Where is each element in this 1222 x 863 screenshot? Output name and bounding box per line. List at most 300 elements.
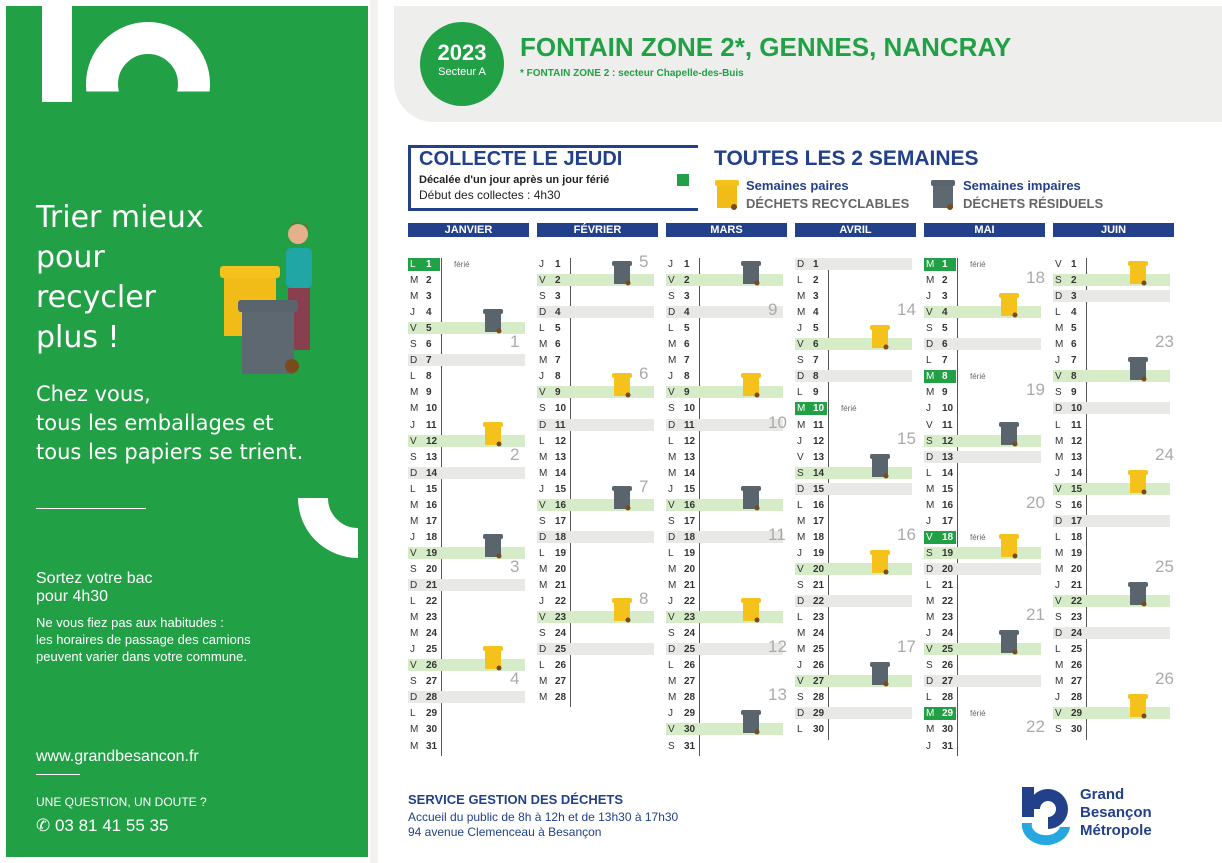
weekday-letter: D: [926, 563, 934, 575]
day-row: [795, 499, 916, 512]
weekday-letter: M: [1055, 323, 1064, 335]
weekday-letter: D: [1055, 628, 1063, 640]
day-row: [924, 435, 1045, 448]
day-row: [408, 707, 529, 720]
weekday-letter: V: [1055, 259, 1062, 270]
weekday-letter: J: [926, 740, 931, 752]
week-number: 5: [639, 252, 649, 271]
day-row: [537, 274, 658, 287]
weekday-letter: S: [926, 660, 933, 672]
weekday-letter: V: [668, 275, 675, 287]
day-number: 1: [942, 259, 948, 270]
weekday-letter: L: [1055, 644, 1061, 656]
day-row: [666, 483, 787, 496]
day-number: 30: [426, 724, 438, 736]
weekday-letter: J: [539, 259, 544, 270]
day-row: [537, 643, 658, 656]
day-number: 9: [426, 387, 432, 399]
weekday-letter: V: [410, 547, 417, 559]
weekday-letter: M: [797, 628, 806, 640]
day-number: 25: [426, 644, 438, 656]
phone-number[interactable]: ✆ 03 81 41 55 35: [36, 816, 169, 835]
residual-bin-icon: [1127, 356, 1149, 382]
day-number: 3: [813, 291, 819, 303]
weekday-letter: L: [668, 435, 674, 447]
day-number: 23: [813, 612, 825, 624]
weekday-letter: M: [1055, 451, 1064, 463]
weekday-letter: D: [410, 692, 418, 704]
week-number: 18: [1026, 268, 1045, 288]
weekday-letter: M: [539, 451, 548, 463]
day-number: 7: [555, 355, 561, 367]
day-number: 4: [813, 307, 819, 319]
holiday-label: férié: [970, 532, 986, 542]
day-number: 8: [426, 371, 432, 383]
day-number: 28: [1071, 692, 1083, 704]
day-row: [666, 563, 787, 576]
day-number: 7: [813, 355, 819, 367]
weekday-letter: L: [926, 355, 932, 367]
weekday-letter: M: [797, 515, 806, 527]
day-number: 16: [426, 499, 438, 511]
day-row: [924, 531, 1045, 544]
weekday-letter: J: [797, 660, 802, 672]
residual-bin-icon: [869, 453, 891, 479]
weekday-letter: J: [410, 419, 415, 431]
day-row: [408, 595, 529, 608]
day-row: [408, 579, 529, 592]
weekday-letter: J: [539, 596, 544, 608]
day-number: 27: [684, 676, 696, 688]
day-row: [924, 290, 1045, 303]
day-number: 11: [1071, 419, 1082, 431]
week-number: 20: [1026, 492, 1045, 512]
weekday-letter: D: [1055, 403, 1063, 415]
day-number: 20: [426, 563, 438, 575]
weekday-letter: M: [539, 580, 548, 591]
day-number: 6: [942, 339, 948, 351]
day-row: [666, 611, 787, 624]
day-number: 17: [426, 515, 438, 527]
day-number: 19: [813, 547, 825, 559]
day-number: 9: [1071, 387, 1077, 399]
weekday-letter: J: [797, 435, 802, 447]
weekday-letter: L: [1055, 419, 1061, 431]
day-row: [408, 723, 529, 736]
day-number: 20: [813, 563, 825, 575]
day-number: 25: [555, 644, 567, 656]
week-number: 11: [768, 524, 786, 544]
weekday-letter: M: [410, 275, 419, 287]
day-number: 24: [1071, 628, 1083, 640]
weekday-letter: V: [410, 323, 417, 335]
day-number: 12: [942, 435, 954, 447]
day-number: 12: [684, 435, 696, 447]
day-row: [666, 707, 787, 720]
day-number: 19: [555, 547, 567, 559]
weekday-letter: D: [797, 708, 805, 720]
day-number: 10: [426, 403, 438, 415]
day-number: 11: [426, 419, 437, 431]
day-row: [795, 258, 916, 271]
weekday-letter: S: [1055, 612, 1062, 624]
day-number: 4: [684, 307, 690, 319]
day-number: 6: [555, 339, 561, 351]
day-row: [537, 338, 658, 351]
day-number: 28: [813, 692, 825, 704]
weekday-letter: V: [539, 275, 546, 287]
day-row: [795, 274, 916, 287]
weekday-letter: M: [926, 371, 935, 383]
day-row: [795, 322, 916, 335]
day-number: 27: [1071, 676, 1083, 688]
residual-waste-label: DÉCHETS RÉSIDUELS: [963, 196, 1104, 211]
day-number: 27: [813, 676, 825, 688]
weekday-letter: D: [539, 419, 547, 431]
day-row: [795, 723, 916, 736]
recycling-bin-icon: [1127, 469, 1149, 495]
month-header: JUIN: [1053, 223, 1174, 237]
weekday-letter: S: [668, 515, 675, 527]
day-number: 15: [555, 483, 567, 495]
day-row: [924, 563, 1045, 576]
month-header: MAI: [924, 223, 1045, 237]
day-number: 8: [684, 371, 690, 383]
weekday-letter: L: [410, 483, 416, 495]
weekday-letter: V: [1055, 483, 1062, 495]
day-number: 8: [555, 371, 561, 383]
day-number: 10: [942, 403, 954, 415]
day-row: [537, 290, 658, 303]
day-number: 29: [813, 708, 825, 720]
weekday-letter: S: [539, 291, 546, 303]
weekday-letter: M: [410, 403, 419, 415]
weekday-letter: L: [797, 387, 803, 399]
weekday-letter: M: [1055, 547, 1064, 559]
day-row: [795, 563, 916, 576]
weekday-letter: M: [539, 676, 548, 688]
weekday-letter: M: [1055, 339, 1064, 351]
day-row: [408, 691, 529, 704]
day-number: 10: [684, 403, 696, 415]
day-number: 11: [942, 419, 953, 431]
day-row: [408, 274, 529, 287]
day-number: 9: [813, 387, 819, 399]
holiday-label: férié: [454, 260, 470, 269]
day-row: [666, 451, 787, 464]
weekday-letter: S: [926, 547, 933, 559]
day-number: 26: [1071, 660, 1083, 672]
residual-bin-icon: [998, 421, 1020, 447]
day-row: [1053, 643, 1174, 656]
weekday-letter: M: [797, 419, 806, 431]
weekday-letter: M: [410, 612, 419, 624]
website-link[interactable]: www.grandbesancon.fr: [36, 748, 199, 765]
day-row: [537, 386, 658, 399]
collection-day-title: COLLECTE LE JEUDI: [419, 148, 623, 170]
week-number: 17: [897, 637, 916, 657]
day-row: [1053, 595, 1174, 608]
day-number: 6: [426, 339, 432, 351]
day-row: [408, 740, 529, 753]
divider: [36, 508, 146, 509]
day-number: 20: [684, 563, 696, 575]
weekday-letter: M: [926, 275, 935, 287]
day-row: [408, 515, 529, 528]
residual-bin-icon: [740, 485, 762, 511]
weekday-letter: M: [410, 499, 419, 511]
day-row: [1053, 627, 1174, 640]
weekday-letter: M: [1055, 660, 1064, 672]
weekday-letter: V: [539, 387, 546, 399]
day-number: 26: [426, 660, 438, 672]
start-time-note: Début des collectes : 4h30: [419, 188, 561, 202]
day-row: [924, 354, 1045, 367]
day-row: [537, 675, 658, 688]
recycling-bin-icon: [998, 533, 1020, 559]
day-number: 24: [684, 628, 696, 640]
day-number: 20: [1071, 563, 1083, 575]
day-row: [666, 258, 787, 271]
weekday-letter: S: [1055, 724, 1062, 736]
day-number: 13: [813, 451, 825, 463]
weekday-letter: S: [1055, 387, 1062, 399]
day-number: 5: [426, 323, 432, 335]
logo-arc-top: [86, 22, 210, 146]
weekday-letter: V: [926, 307, 933, 319]
day-number: 18: [426, 531, 438, 543]
weekday-letter: M: [926, 259, 935, 270]
week-number: 15: [897, 428, 916, 448]
recycling-bin-icon: [611, 597, 633, 623]
day-number: 14: [426, 467, 438, 479]
secteur-label: Secteur A: [438, 66, 486, 78]
day-row: [666, 595, 787, 608]
weekday-letter: V: [410, 660, 417, 672]
day-row: [924, 515, 1045, 528]
day-row: [1053, 579, 1174, 592]
day-row: [408, 467, 529, 480]
weekday-letter: M: [668, 676, 677, 688]
week-number: 9: [768, 300, 778, 320]
day-number: 4: [1071, 307, 1077, 319]
day-row: [795, 451, 916, 464]
week-number: 10: [768, 412, 787, 432]
weekday-letter: M: [668, 355, 677, 367]
residual-bin-icon: [1127, 581, 1149, 607]
week-number: 24: [1155, 444, 1174, 464]
weekday-letter: D: [1055, 515, 1063, 527]
day-row: [666, 435, 787, 448]
day-number: 21: [813, 580, 825, 591]
holiday-label: férié: [970, 709, 986, 719]
weekday-letter: D: [539, 531, 547, 543]
weekday-letter: L: [797, 724, 803, 736]
weekday-letter: J: [668, 596, 673, 608]
weekday-letter: L: [539, 547, 545, 559]
day-number: 8: [942, 371, 948, 383]
weekday-letter: M: [410, 291, 419, 303]
weekday-letter: L: [539, 323, 545, 335]
day-row: [1053, 370, 1174, 383]
residual-bin-icon: [611, 485, 633, 511]
day-number: 16: [813, 499, 825, 511]
day-number: 14: [684, 467, 696, 479]
weekday-letter: M: [1055, 563, 1064, 575]
even-weeks-label: Semaines paires: [746, 178, 849, 193]
weekday-letter: D: [926, 339, 934, 351]
day-row: [408, 499, 529, 512]
day-row: [408, 258, 529, 271]
day-number: 17: [1071, 515, 1083, 527]
day-row: [537, 499, 658, 512]
day-row: [408, 611, 529, 624]
weekday-letter: S: [797, 580, 804, 591]
weekday-letter: D: [926, 676, 934, 688]
weekday-letter: S: [797, 355, 804, 367]
weekday-letter: D: [668, 644, 676, 656]
weekday-letter: S: [1055, 275, 1062, 287]
day-row: [537, 547, 658, 560]
weekday-letter: D: [539, 644, 547, 656]
day-number: 25: [942, 644, 954, 656]
recycling-bin-icon: [869, 549, 891, 575]
day-row: [924, 740, 1045, 753]
weekday-letter: M: [797, 291, 806, 303]
day-number: 6: [684, 339, 690, 351]
weekday-letter: M: [410, 387, 419, 399]
day-number: 19: [942, 547, 954, 559]
day-row: [666, 659, 787, 672]
day-number: 15: [942, 483, 954, 495]
day-row: [408, 531, 529, 544]
weekday-letter: S: [410, 676, 417, 688]
weekday-letter: M: [797, 307, 806, 319]
schedule-warning: Ne vous fiez pas aux habitudes : les horaires de passage des camions peuvent varier dans votre commune.: [36, 615, 251, 664]
holiday-label: férié: [970, 260, 986, 269]
residual-bin-icon: [482, 533, 504, 559]
weekday-letter: M: [797, 403, 806, 415]
weekday-letter: S: [539, 628, 546, 640]
weekday-letter: S: [926, 435, 933, 447]
day-number: 1: [555, 259, 561, 270]
day-number: 7: [942, 355, 948, 367]
day-number: 5: [1071, 323, 1077, 335]
weekday-letter: V: [539, 612, 546, 624]
weekday-letter: S: [668, 740, 675, 752]
residual-bin-icon: [740, 260, 762, 286]
day-number: 9: [555, 387, 561, 399]
day-number: 19: [684, 547, 696, 559]
day-row: [795, 579, 916, 592]
weekday-letter: M: [1055, 676, 1064, 688]
day-number: 27: [555, 676, 567, 688]
day-number: 30: [684, 724, 696, 736]
day-number: 29: [942, 708, 954, 720]
day-number: 24: [942, 628, 954, 640]
weekday-letter: V: [668, 499, 675, 511]
weekday-letter: M: [926, 499, 935, 511]
day-row: [924, 451, 1045, 464]
weekday-letter: J: [1055, 580, 1060, 591]
weekday-letter: M: [410, 628, 419, 640]
logo-shape-top: [42, 6, 72, 102]
recycling-bin-icon: [1127, 260, 1149, 286]
weekday-letter: D: [1055, 291, 1063, 303]
day-number: 10: [813, 403, 825, 415]
day-number: 6: [813, 339, 819, 351]
day-row: [537, 306, 658, 319]
day-number: 19: [1071, 547, 1083, 559]
day-row: [408, 306, 529, 319]
week-number: 21: [1026, 605, 1045, 625]
day-row: [924, 467, 1045, 480]
day-number: 4: [555, 307, 561, 319]
gray-bin-icon: [930, 178, 956, 210]
weekday-letter: L: [668, 660, 674, 672]
day-number: 1: [1071, 259, 1077, 270]
weekday-letter: V: [1055, 708, 1062, 720]
day-number: 18: [684, 531, 696, 543]
day-row: [795, 370, 916, 383]
month-header: MARS: [666, 223, 787, 237]
day-number: 9: [684, 387, 690, 399]
weekday-letter: S: [668, 403, 675, 415]
weekday-letter: V: [1055, 596, 1062, 608]
day-row: [924, 306, 1045, 319]
weekday-letter: J: [1055, 355, 1060, 367]
weekday-letter: L: [410, 708, 416, 720]
day-row: [537, 659, 658, 672]
day-row: [1053, 499, 1174, 512]
weekday-letter: M: [926, 612, 935, 624]
day-row: [1053, 386, 1174, 399]
day-number: 1: [813, 259, 819, 270]
day-number: 5: [684, 323, 690, 335]
day-number: 18: [813, 531, 825, 543]
logo-text: Grand Besançon Métropole: [1080, 786, 1152, 839]
day-row: [795, 595, 916, 608]
day-row: [1053, 691, 1174, 704]
day-number: 11: [555, 419, 566, 431]
day-row: [666, 386, 787, 399]
weekday-letter: S: [668, 628, 675, 640]
day-row: [408, 386, 529, 399]
week-number: 7: [639, 476, 649, 496]
day-number: 29: [426, 708, 438, 720]
day-row: [795, 354, 916, 367]
day-row: [1053, 274, 1174, 287]
recycling-bin-icon: [1127, 693, 1149, 719]
week-number: 13: [768, 685, 787, 705]
day-row: [924, 547, 1045, 560]
weekday-letter: J: [410, 531, 415, 543]
day-number: 31: [684, 740, 696, 752]
weekday-letter: M: [1055, 435, 1064, 447]
day-row: [408, 419, 529, 432]
weekday-letter: D: [668, 531, 676, 543]
day-number: 2: [555, 275, 561, 287]
day-number: 25: [813, 644, 825, 656]
day-row: [408, 627, 529, 640]
year: 2023: [437, 40, 487, 65]
header-band: [394, 6, 1222, 122]
day-number: 31: [426, 740, 438, 752]
weekday-letter: J: [926, 291, 931, 303]
weekday-letter: S: [797, 467, 804, 479]
weekday-letter: S: [797, 692, 804, 704]
weekday-letter: L: [797, 612, 803, 624]
